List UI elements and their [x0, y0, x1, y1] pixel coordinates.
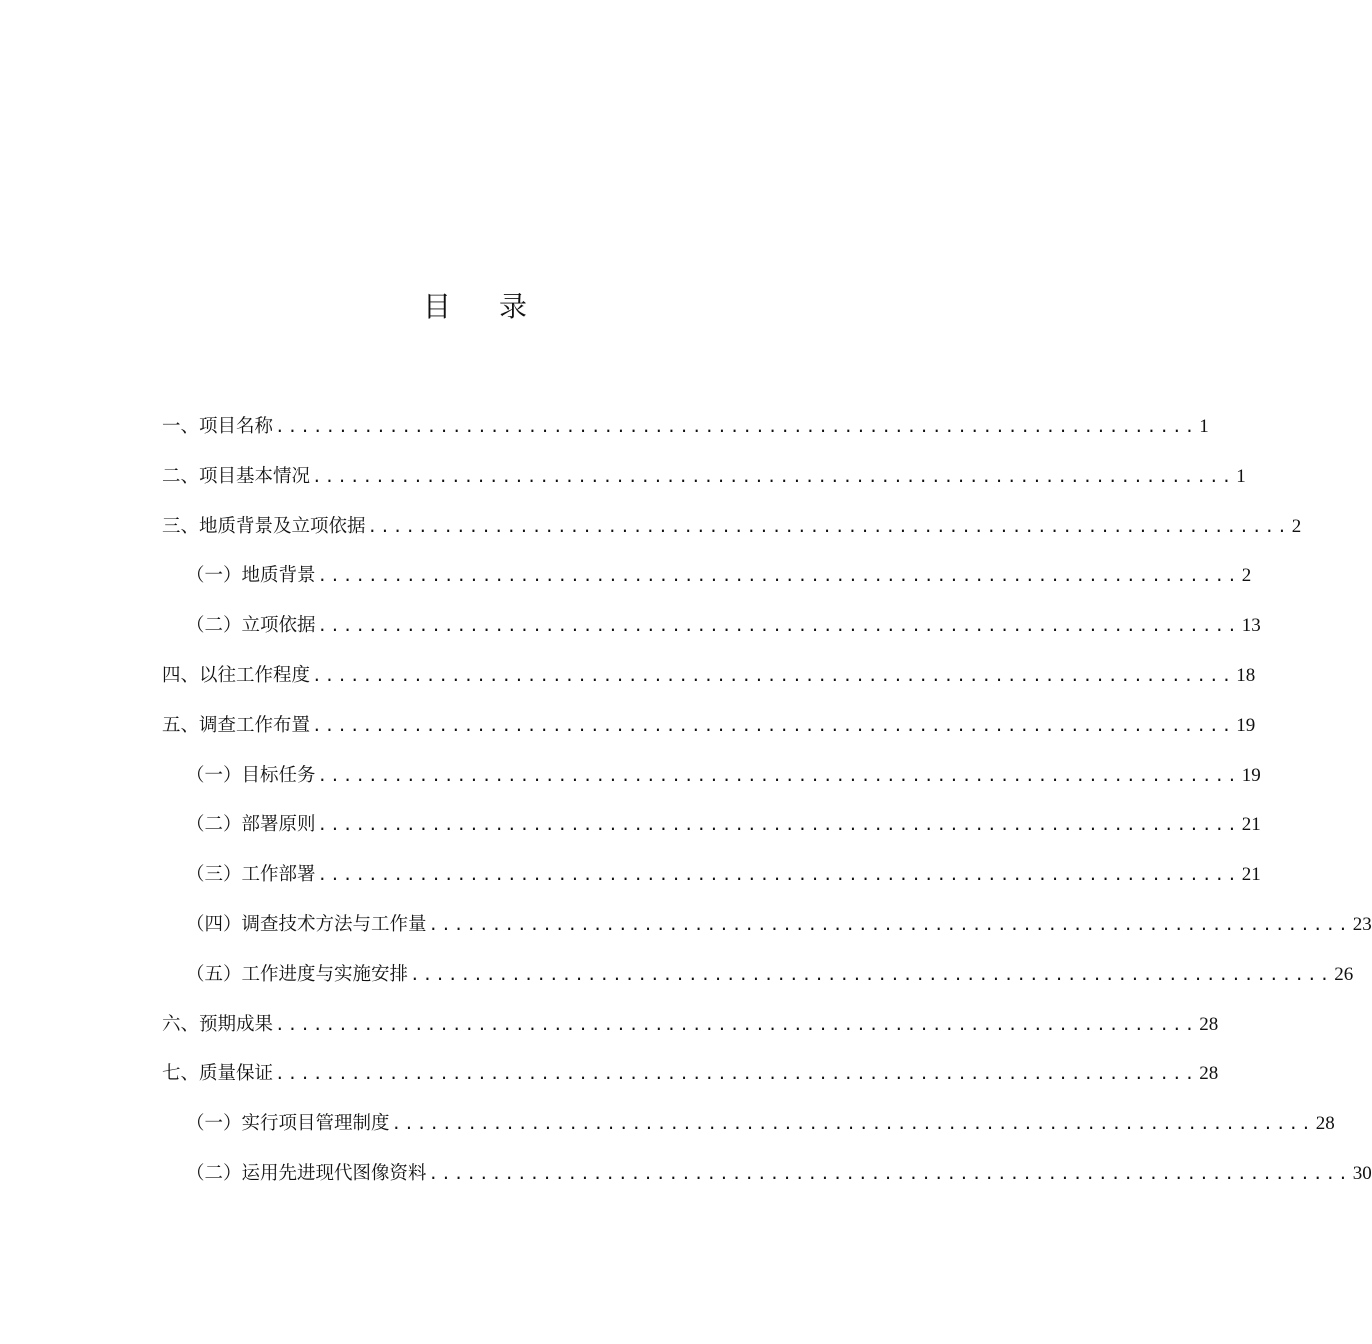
- toc-entry[interactable]: [162, 502, 1302, 552]
- toc-entry-text: （五）工作进度与实施安排: [186, 963, 409, 985]
- toc-page-number: 23: [1352, 913, 1372, 935]
- toc-page-number: 2: [1291, 515, 1302, 537]
- toc-entry[interactable]: [162, 551, 1252, 601]
- toc-page-number: 18: [1236, 664, 1256, 686]
- toc-entry[interactable]: [162, 601, 1261, 651]
- toc-leader-dots: .........................................................................: [317, 616, 1240, 636]
- toc-leader-dots: .........................................................................: [275, 1064, 1198, 1084]
- toc-entry-text: （一）地质背景: [186, 565, 316, 587]
- toc-entry-text: （三）工作部署: [186, 864, 316, 886]
- toc-entry-text: 一、项目名称: [162, 416, 274, 437]
- toc-entry[interactable]: [162, 950, 1354, 1000]
- toc-entry[interactable]: [162, 1000, 1219, 1050]
- toc-leader-dots: .........................................................................: [275, 417, 1198, 436]
- toc-leader-dots: .........................................................................: [391, 1114, 1314, 1134]
- toc-entry-text: （一）目标任务: [186, 764, 316, 786]
- toc-entry-text: （四）调查技术方法与工作量: [186, 913, 427, 935]
- toc-leader-dots: .........................................................................: [275, 1014, 1198, 1034]
- toc-leader-dots: .........................................................................: [317, 815, 1240, 835]
- toc-entry[interactable]: [162, 1099, 1335, 1149]
- toc-leader-dots: .........................................................................: [312, 665, 1235, 685]
- toc-entry[interactable]: [162, 1049, 1219, 1099]
- toc-leader-dots: .........................................................................: [428, 1163, 1351, 1183]
- toc-entry-text: （一）实行项目管理制度: [186, 1113, 390, 1135]
- toc-entry[interactable]: [162, 402, 1209, 452]
- toc-entry-text: 二、项目基本情况: [162, 465, 311, 487]
- toc-leader-dots: .........................................................................: [317, 865, 1240, 885]
- toc-page-number: 21: [1241, 814, 1261, 836]
- toc-entry[interactable]: [162, 1149, 1372, 1199]
- toc-page-number: 28: [1315, 1113, 1335, 1135]
- page-title-char-2: 录: [499, 290, 528, 323]
- toc-leader-dots: .........................................................................: [317, 765, 1240, 785]
- toc-entry-text: 四、以往工作程度: [162, 664, 311, 686]
- table-of-contents: [162, 402, 1372, 1199]
- toc-entry-text: 七、质量保证: [162, 1063, 274, 1085]
- page-title: [0, 283, 950, 331]
- toc-entry-text: 三、地质背景及立项依据: [162, 515, 366, 537]
- toc-entry-text: （二）部署原则: [186, 814, 316, 836]
- toc-page-number: 19: [1241, 764, 1261, 786]
- toc-page-number: 28: [1199, 1013, 1219, 1035]
- toc-entry[interactable]: [162, 751, 1261, 801]
- toc-page-number: 30: [1352, 1162, 1372, 1184]
- toc-page-number: 1: [1236, 465, 1246, 487]
- toc-entry-text: （二）运用先进现代图像资料: [186, 1162, 427, 1184]
- toc-page-number: 13: [1241, 615, 1261, 637]
- toc-leader-dots: .........................................................................: [317, 566, 1240, 586]
- toc-leader-dots: .........................................................................: [428, 914, 1351, 934]
- toc-leader-dots: .........................................................................: [367, 516, 1290, 536]
- toc-leader-dots: .........................................................................: [312, 715, 1235, 735]
- toc-page-number: 1: [1199, 416, 1209, 437]
- toc-page-number: 28: [1199, 1063, 1219, 1085]
- toc-entry[interactable]: [162, 800, 1261, 850]
- toc-page-number: 21: [1241, 864, 1261, 886]
- page-title-char-1: 目: [422, 290, 451, 323]
- toc-entry[interactable]: [162, 850, 1261, 900]
- toc-entry[interactable]: [162, 651, 1256, 701]
- toc-page-number: 26: [1334, 963, 1354, 985]
- toc-page-number: 19: [1236, 714, 1256, 736]
- toc-leader-dots: .........................................................................: [410, 964, 1333, 984]
- toc-entry[interactable]: [162, 701, 1256, 751]
- toc-entry[interactable]: [162, 452, 1246, 502]
- toc-entry-text: 五、调查工作布置: [162, 714, 311, 736]
- toc-entry-text: （二）立项依据: [186, 615, 316, 637]
- toc-leader-dots: .........................................................................: [312, 466, 1235, 486]
- toc-entry-text: 六、预期成果: [162, 1013, 274, 1035]
- toc-page-number: 2: [1241, 565, 1252, 587]
- toc-entry[interactable]: [162, 900, 1372, 950]
